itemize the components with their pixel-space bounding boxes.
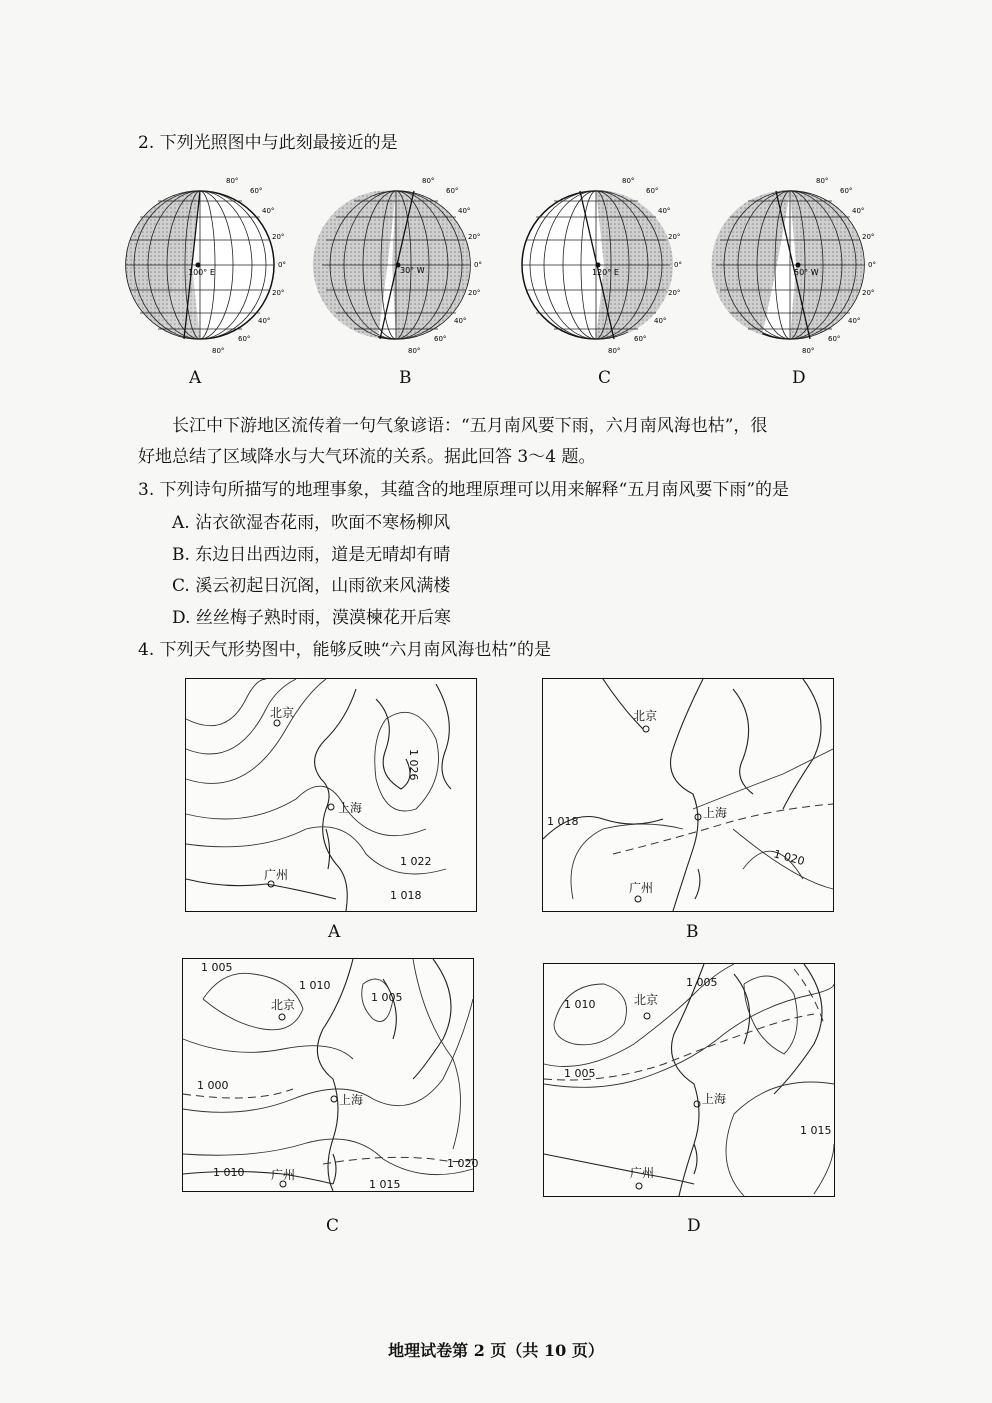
globe-d [712,175,882,359]
city-shanghai: 上海 [338,801,363,815]
svg-text:1 000: 1 000 [197,1079,229,1092]
question-3-text: 3. 下列诗句所描写的地理事象，其蕴含的地理原理可以用来解释“五月南风要下雨”的是 [138,480,790,500]
svg-text:40°: 40° [848,317,861,325]
coastline [186,684,451,911]
city-guangzhou: 广州 [629,881,654,895]
svg-text:80°: 80° [408,347,421,355]
city-guangzhou: 广州 [271,1168,296,1182]
city-guangzhou: 广州 [630,1166,655,1180]
globe-b [318,175,488,359]
svg-text:40°: 40° [262,207,275,215]
question-3-option-b: B. 东边日出西边雨，道是无晴却有晴 [172,545,451,565]
svg-text:1 010: 1 010 [213,1166,245,1179]
svg-text:40°: 40° [454,317,467,325]
globe-label-d: D [792,368,806,388]
svg-text:40°: 40° [654,317,667,325]
svg-text:0°: 0° [868,261,876,269]
svg-text:40°: 40° [852,207,865,215]
svg-text:60°: 60° [634,335,647,343]
svg-text:50° W: 50° W [794,268,819,277]
svg-text:20°: 20° [668,233,681,241]
isobars [186,679,446,874]
city-guangzhou: 广州 [264,868,289,882]
svg-text:1 005: 1 005 [371,991,403,1004]
svg-text:0°: 0° [674,261,682,269]
svg-text:80°: 80° [226,177,239,185]
map-label-b: B [686,922,699,942]
svg-text:60°: 60° [828,335,841,343]
city-shanghai: 上海 [703,806,728,820]
svg-text:0°: 0° [474,261,482,269]
svg-text:60°: 60° [434,335,447,343]
svg-text:60°: 60° [840,187,853,195]
city-shanghai: 上海 [702,1092,727,1106]
question-3-option-d: D. 丝丝梅子熟时雨，漠漠楝花开后寒 [172,608,451,628]
city-beijing: 北京 [270,706,295,720]
map-label-a: A [328,922,341,942]
svg-text:1 005: 1 005 [686,976,718,989]
svg-text:20°: 20° [668,289,681,297]
svg-text:80°: 80° [212,347,225,355]
svg-text:20°: 20° [862,289,875,297]
intro-line-1: 长江中下游地区流传着一句气象谚语：“五月南风要下雨，六月南风海也枯”，很 [172,416,768,436]
question-4-text: 4. 下列天气形势图中，能够反映“六月南风海也枯”的是 [138,640,552,660]
weather-map-a [185,678,477,912]
question-3-option-c: C. 溪云初起日沉阁，山雨欲来风满楼 [172,576,451,596]
svg-text:20°: 20° [272,289,285,297]
svg-text:1 020: 1 020 [772,847,807,869]
question-2-text: 2. 下列光照图中与此刻最接近的是 [138,133,398,153]
weather-map-b [542,678,834,912]
coastline [543,679,821,911]
svg-text:120° E: 120° E [592,268,619,277]
svg-text:1 010: 1 010 [299,979,331,992]
svg-text:0°: 0° [278,261,286,269]
city-beijing: 北京 [634,993,659,1007]
globe-c [518,175,688,359]
globe-a [122,175,292,359]
svg-text:1 022: 1 022 [400,855,432,868]
svg-text:60°: 60° [446,187,459,195]
svg-text:30° W: 30° W [400,266,425,275]
coastline [183,959,451,1191]
svg-text:80°: 80° [622,177,635,185]
globe-label-b: B [399,368,412,388]
svg-text:100° E: 100° E [188,268,215,277]
svg-text:20°: 20° [468,233,481,241]
city-beijing: 北京 [271,998,296,1012]
map-label-c: C [326,1216,340,1236]
svg-text:1 026: 1 026 [407,749,420,781]
svg-text:1 020: 1 020 [447,1157,479,1170]
svg-text:1 018: 1 018 [547,815,579,828]
svg-text:60°: 60° [238,335,251,343]
svg-text:80°: 80° [816,177,829,185]
svg-text:20°: 20° [468,289,481,297]
svg-text:80°: 80° [608,347,621,355]
weather-map-c [182,958,479,1192]
svg-text:1 005: 1 005 [564,1067,596,1080]
city-beijing: 北京 [633,709,658,723]
svg-text:1 010: 1 010 [564,998,596,1011]
svg-text:1 018: 1 018 [390,889,422,902]
svg-text:80°: 80° [422,177,435,185]
svg-text:60°: 60° [646,187,659,195]
svg-text:20°: 20° [272,233,285,241]
svg-text:20°: 20° [862,233,875,241]
isobars [571,749,833,899]
svg-text:1 015: 1 015 [800,1124,832,1137]
city-shanghai: 上海 [339,1093,364,1107]
svg-text:1 005: 1 005 [201,961,233,974]
intro-line-2: 好地总结了区域降水与大气环流的关系。据此回答 3～4 题。 [138,447,596,467]
svg-text:1 015: 1 015 [369,1178,401,1191]
globe-label-a: A [189,368,202,388]
page-footer: 地理试卷第 2 页（共 10 页） [388,1341,604,1360]
globe-label-c: C [598,368,612,388]
weather-map-d [543,963,835,1197]
svg-text:60°: 60° [250,187,263,195]
svg-text:40°: 40° [258,317,271,325]
svg-text:40°: 40° [458,207,471,215]
map-label-d: D [687,1216,701,1236]
svg-text:80°: 80° [802,347,815,355]
svg-text:40°: 40° [658,207,671,215]
question-3-option-a: A. 沾衣欲湿杏花雨，吹面不寒杨柳风 [172,513,451,533]
